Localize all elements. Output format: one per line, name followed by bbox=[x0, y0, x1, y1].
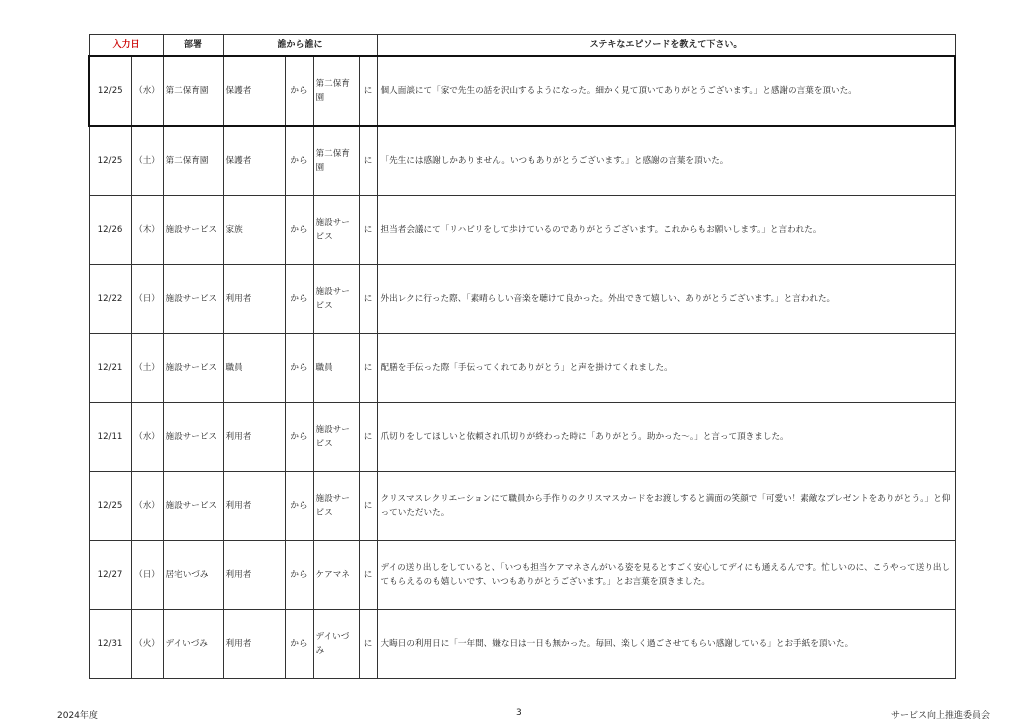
cell-date[interactable]: 12/25 bbox=[89, 56, 131, 126]
cell-to[interactable]: ケアマネ bbox=[313, 541, 359, 610]
cell-to[interactable]: 第二保育園 bbox=[313, 126, 359, 196]
cell-department[interactable]: 施設サービス bbox=[163, 472, 223, 541]
table-row[interactable] bbox=[89, 403, 955, 472]
cell-kara[interactable]: から bbox=[285, 334, 313, 403]
cell-kara[interactable]: から bbox=[285, 196, 313, 265]
table-row[interactable] bbox=[89, 196, 955, 265]
cell-department[interactable]: 居宅いづみ bbox=[163, 541, 223, 610]
cell-episode[interactable]: 配膳を手伝った際「手伝ってくれてありがとう」と声を掛けてくれました。 bbox=[377, 334, 955, 403]
cell-ni[interactable]: に bbox=[359, 56, 377, 126]
cell-weekday[interactable]: （水） bbox=[131, 403, 163, 472]
cell-to[interactable]: 施設サービス bbox=[313, 403, 359, 472]
cell-from[interactable]: 保護者 bbox=[223, 126, 285, 196]
cell-from[interactable]: 保護者 bbox=[223, 56, 285, 126]
cell-to[interactable]: 施設サービス bbox=[313, 265, 359, 334]
cell-weekday[interactable]: （土） bbox=[131, 334, 163, 403]
cell-date[interactable]: 12/25 bbox=[89, 126, 131, 196]
cell-episode[interactable]: 爪切りをしてほしいと依頼され爪切りが終わった時に「ありがとう。助かった～。」と言って頂きました。 bbox=[377, 403, 955, 472]
cell-weekday[interactable]: （水） bbox=[131, 472, 163, 541]
cell-from[interactable]: 利用者 bbox=[223, 610, 285, 679]
cell-weekday[interactable]: （木） bbox=[131, 196, 163, 265]
cell-ni[interactable]: に bbox=[359, 334, 377, 403]
cell-kara[interactable]: から bbox=[285, 610, 313, 679]
cell-episode[interactable]: 外出レクに行った際、「素晴らしい音楽を聴けて良かった。外出できて嬉しい、ありがとうございます。」と言われた。 bbox=[377, 265, 955, 334]
table-row[interactable] bbox=[89, 56, 955, 126]
cell-from[interactable]: 家族 bbox=[223, 196, 285, 265]
table-row[interactable] bbox=[89, 472, 955, 541]
cell-weekday[interactable]: （日） bbox=[131, 265, 163, 334]
cell-episode[interactable]: 大晦日の利用日に「一年間、嫌な日は一日も無かった。毎回、楽しく過ごさせてもらい感謝している」とお手紙を頂いた。 bbox=[377, 610, 955, 679]
footer-committee: サービス向上推進委員会 bbox=[890, 711, 990, 721]
cell-kara[interactable]: から bbox=[285, 541, 313, 610]
cell-department[interactable]: デイいづみ bbox=[163, 610, 223, 679]
cell-ni[interactable]: に bbox=[359, 196, 377, 265]
cell-from[interactable]: 職員 bbox=[223, 334, 285, 403]
cell-episode[interactable]: 個人面談にて「家で先生の話を沢山するようになった。細かく見て頂いてありがとうございます。」と感謝の言葉を頂いた。 bbox=[377, 56, 955, 126]
cell-ni[interactable]: に bbox=[359, 472, 377, 541]
cell-date[interactable]: 12/31 bbox=[89, 610, 131, 679]
header-date: 入力日 bbox=[89, 35, 163, 57]
cell-from[interactable]: 利用者 bbox=[223, 472, 285, 541]
cell-department[interactable]: 施設サービス bbox=[163, 334, 223, 403]
cell-department[interactable]: 第二保育園 bbox=[163, 126, 223, 196]
cell-episode[interactable]: 「先生には感謝しかありません。いつもありがとうございます。」と感謝の言葉を頂いた。 bbox=[377, 126, 955, 196]
cell-date[interactable]: 12/22 bbox=[89, 265, 131, 334]
cell-weekday[interactable]: （水） bbox=[131, 56, 163, 126]
cell-date[interactable]: 12/21 bbox=[89, 334, 131, 403]
cell-kara[interactable]: から bbox=[285, 403, 313, 472]
cell-to[interactable]: デイいづみ bbox=[313, 610, 359, 679]
table-row[interactable] bbox=[89, 265, 955, 334]
table-row[interactable] bbox=[89, 610, 955, 679]
cell-date[interactable]: 12/27 bbox=[89, 541, 131, 610]
cell-kara[interactable]: から bbox=[285, 126, 313, 196]
cell-ni[interactable]: に bbox=[359, 541, 377, 610]
cell-to[interactable]: 施設サービス bbox=[313, 472, 359, 541]
cell-weekday[interactable]: （火） bbox=[131, 610, 163, 679]
cell-ni[interactable]: に bbox=[359, 265, 377, 334]
cell-date[interactable]: 12/11 bbox=[89, 403, 131, 472]
footer-page-number: 3 bbox=[516, 708, 522, 718]
header-episode: ステキなエピソードを教えて下さい。 bbox=[377, 35, 955, 57]
table-row[interactable] bbox=[89, 334, 955, 403]
cell-episode[interactable]: デイの送り出しをしていると、「いつも担当ケアマネさんがいる姿を見るとすごく安心してデイにも通えるんです。忙しいのに、こうやって送り出してもらえるのも嬉しいです、いつもありがとうございます。」とお言葉を頂きました。 bbox=[377, 541, 955, 610]
table-row[interactable] bbox=[89, 126, 955, 196]
cell-date[interactable]: 12/26 bbox=[89, 196, 131, 265]
cell-department[interactable]: 施設サービス bbox=[163, 403, 223, 472]
cell-department[interactable]: 第二保育園 bbox=[163, 56, 223, 126]
footer-year: 2024年度 bbox=[57, 711, 98, 721]
cell-to[interactable]: 第二保育園 bbox=[313, 56, 359, 126]
cell-department[interactable]: 施設サービス bbox=[163, 265, 223, 334]
cell-weekday[interactable]: （土） bbox=[131, 126, 163, 196]
cell-from[interactable]: 利用者 bbox=[223, 265, 285, 334]
cell-episode[interactable]: クリスマスレクリエーションにて職員から手作りのクリスマスカードをお渡しすると満面の笑顔で「可愛い！素敵なプレゼントをありがとう。」と仰っていただいた。 bbox=[377, 472, 955, 541]
cell-ni[interactable]: に bbox=[359, 403, 377, 472]
episode-table bbox=[88, 34, 956, 679]
cell-date[interactable]: 12/25 bbox=[89, 472, 131, 541]
header-who-to-whom: 誰から誰に bbox=[223, 35, 377, 57]
table-header-row bbox=[89, 35, 955, 57]
cell-to[interactable]: 施設サービス bbox=[313, 196, 359, 265]
cell-kara[interactable]: から bbox=[285, 472, 313, 541]
cell-ni[interactable]: に bbox=[359, 126, 377, 196]
table-body bbox=[89, 56, 955, 679]
cell-weekday[interactable]: （日） bbox=[131, 541, 163, 610]
cell-from[interactable]: 利用者 bbox=[223, 403, 285, 472]
cell-to[interactable]: 職員 bbox=[313, 334, 359, 403]
cell-from[interactable]: 利用者 bbox=[223, 541, 285, 610]
cell-kara[interactable]: から bbox=[285, 56, 313, 126]
cell-department[interactable]: 施設サービス bbox=[163, 196, 223, 265]
cell-episode[interactable]: 担当者会議にて「リハビリをして歩けているのでありがとうございます。これからもお願いします。」と言われた。 bbox=[377, 196, 955, 265]
header-department: 部署 bbox=[163, 35, 223, 57]
cell-ni[interactable]: に bbox=[359, 610, 377, 679]
cell-kara[interactable]: から bbox=[285, 265, 313, 334]
table-row[interactable] bbox=[89, 541, 955, 610]
